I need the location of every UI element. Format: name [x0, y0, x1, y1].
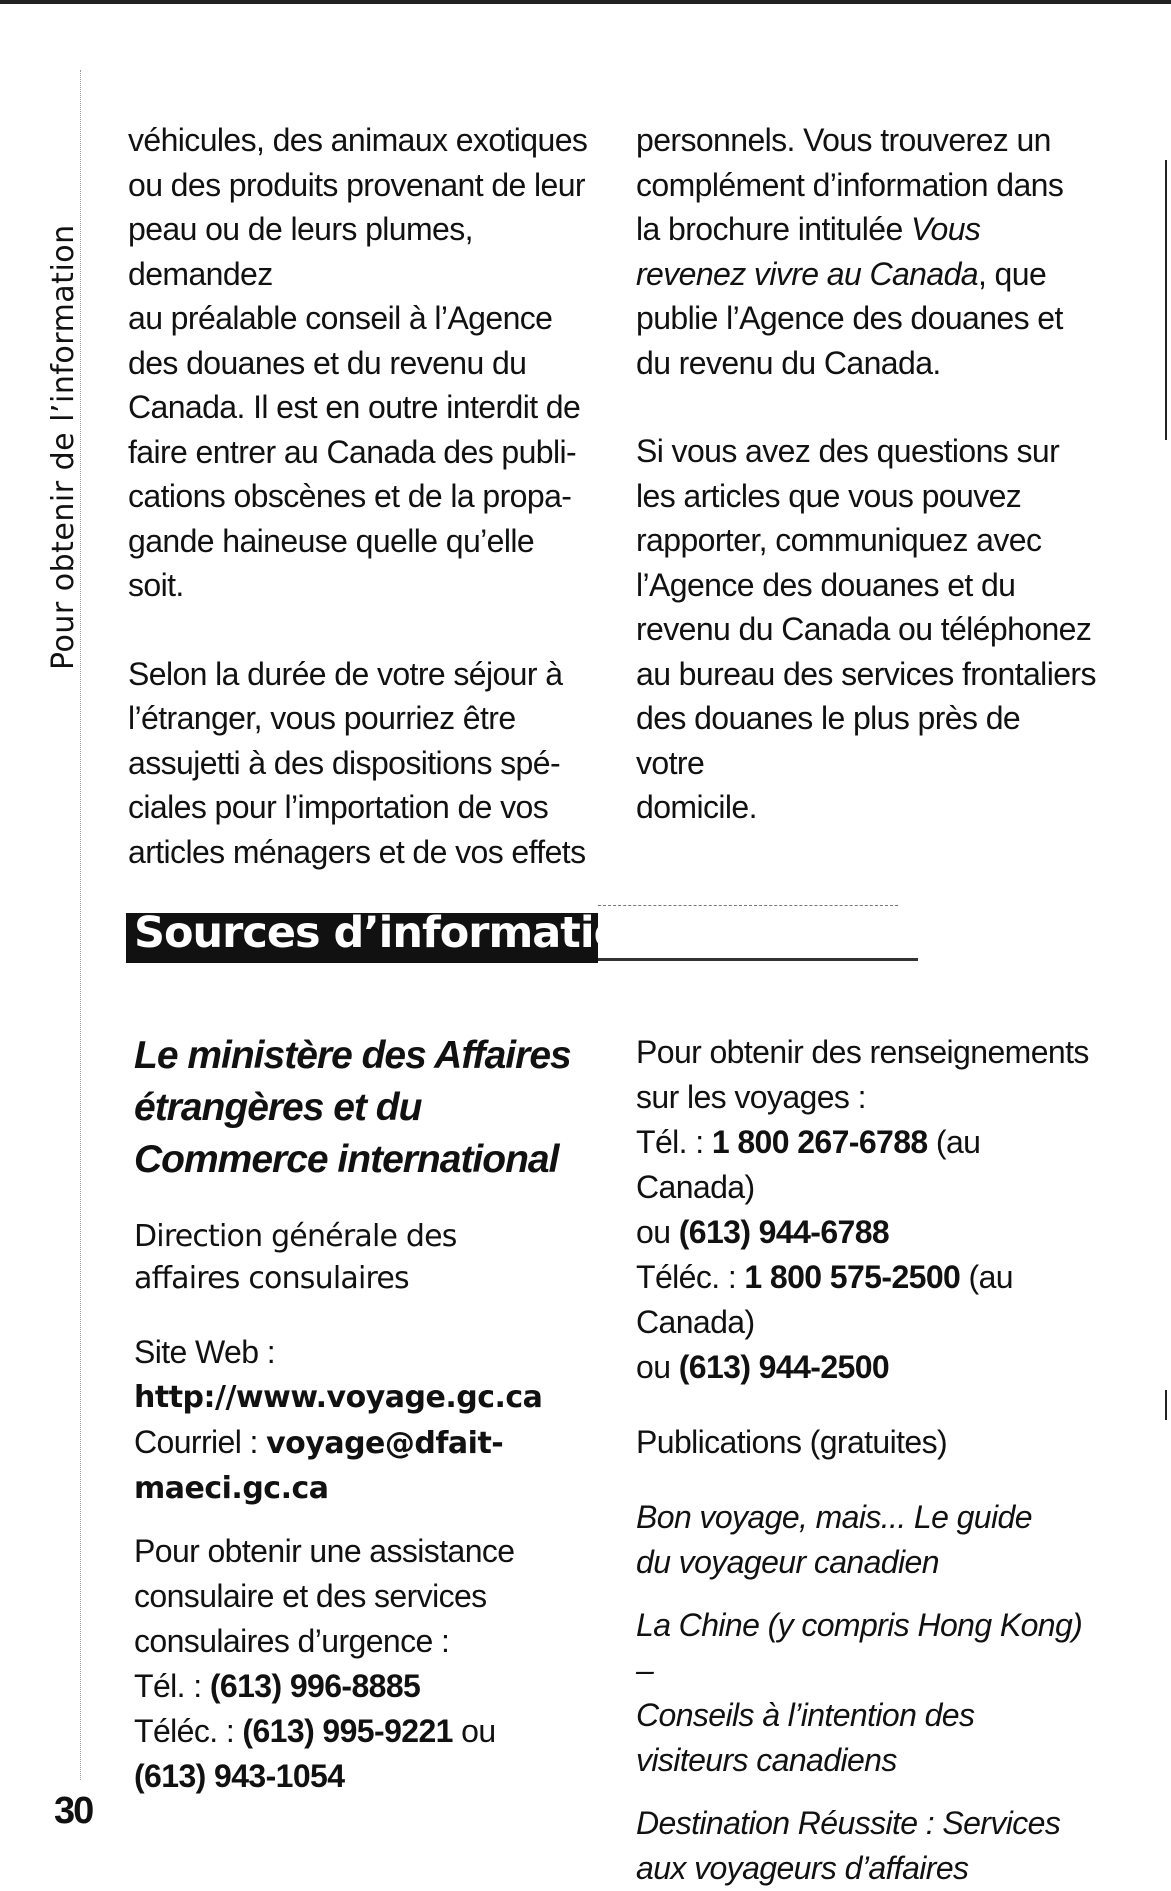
- fax-number: 1 800 575-2500: [744, 1259, 961, 1295]
- phone-number: 1 800 267-6788: [711, 1124, 928, 1160]
- directorate: [134, 1216, 604, 1300]
- org-line: étrangères et du: [134, 1086, 422, 1129]
- publication-title: [636, 1603, 1106, 1783]
- fax-label: Téléc. :: [134, 1713, 243, 1749]
- assist-line: consulaires d’urgence :: [134, 1623, 450, 1659]
- fax-label: Téléc. :: [636, 1259, 745, 1295]
- publication-title: [636, 1801, 1106, 1891]
- edge-mark: [1165, 1390, 1167, 1420]
- body-line: des douanes et du revenu du: [128, 344, 527, 381]
- body-line: Selon la durée de votre séjour à: [128, 655, 563, 692]
- fax-number: (613) 944-2500: [678, 1349, 890, 1385]
- org-line: Commerce international: [134, 1138, 559, 1181]
- phone-number: (613) 944-6788: [678, 1214, 890, 1250]
- body-line: domicile.: [636, 789, 757, 825]
- brochure-title: revenez vivre au Canada: [636, 255, 978, 292]
- brochure-title: Vous: [910, 211, 981, 247]
- fax-note: (au Canada): [636, 1259, 1013, 1340]
- body-line: complément d’information dans: [636, 166, 1064, 203]
- phone-number: (613) 996-8885: [209, 1668, 421, 1704]
- body-line: gande haineuse quelle qu’elle: [128, 522, 535, 559]
- phone-line: [636, 1120, 1106, 1210]
- top-right-column: [636, 118, 1096, 830]
- body-line: assujetti à des dispositions spé-: [128, 744, 560, 781]
- page-number: 30: [54, 1790, 93, 1832]
- body-line: [636, 207, 1096, 252]
- organization-name: [134, 1030, 604, 1186]
- publication-title: [636, 1495, 1106, 1585]
- publication-line: Bon voyage, mais... Le guide: [636, 1499, 1032, 1535]
- phone-label: Tél. :: [636, 1124, 712, 1160]
- body-line: du revenu du Canada.: [636, 344, 941, 381]
- body-line: peau ou de leurs plumes, demandez: [128, 211, 473, 292]
- phone-line: [636, 1210, 1106, 1255]
- body-line: l’étranger, vous pourriez être: [128, 700, 516, 736]
- email-link[interactable]: voyage@dfait-: [266, 1426, 504, 1461]
- body-line: véhicules, des animaux exotiques: [128, 122, 588, 158]
- email-label: Courriel :: [134, 1424, 267, 1460]
- fax-line: [134, 1709, 604, 1754]
- email-link[interactable]: maeci.gc.ca: [134, 1471, 329, 1506]
- fax-or: ou: [636, 1349, 679, 1385]
- section-rule: [598, 958, 918, 961]
- fax-line: [636, 1345, 1106, 1390]
- side-title: Pour obtenir de l’information: [46, 224, 81, 670]
- section-rule: [598, 905, 898, 907]
- body-text: la brochure intitulée: [636, 211, 911, 247]
- website-link[interactable]: http://www.voyage.gc.ca: [134, 1380, 543, 1415]
- edge-mark: [1165, 160, 1167, 440]
- body-line: soit.: [128, 567, 184, 603]
- phone-line: [134, 1664, 604, 1709]
- org-line: Le ministère des Affaires: [134, 1034, 571, 1077]
- phone-or: ou: [636, 1214, 679, 1250]
- body-line: rapporter, communiquez avec: [636, 522, 1042, 558]
- intro-line: sur les voyages :: [636, 1079, 866, 1115]
- publication-line: aux voyageurs d’affaires: [636, 1850, 969, 1886]
- body-line: ciales pour l’importation de vos: [128, 789, 549, 825]
- directorate-line: Direction générale des: [134, 1219, 457, 1254]
- body-line: ou des produits provenant de leur: [128, 166, 585, 203]
- fax-number: (613) 943-1054: [134, 1758, 345, 1794]
- fax-number: (613) 995-9221: [242, 1713, 453, 1749]
- body-line: des douanes le plus près de votre: [636, 700, 1021, 781]
- publication-line: La Chine (y compris Hong Kong) –: [636, 1607, 1083, 1688]
- body-line: l’Agence des douanes et du: [636, 566, 1016, 603]
- publication-line: du voyageur canadien: [636, 1544, 939, 1580]
- body-line: les articles que vous pouvez: [636, 477, 1022, 514]
- body-line: Si vous avez des questions sur: [636, 433, 1060, 469]
- assist-line: consulaire et des services: [134, 1578, 487, 1614]
- body-line: au bureau des services frontaliers: [636, 655, 1096, 692]
- body-line: au préalable conseil à l’Agence: [128, 300, 553, 336]
- top-left-column: [128, 118, 598, 874]
- body-line: [636, 252, 1096, 297]
- publication-line: visiteurs canadiens: [636, 1742, 897, 1778]
- email-line: [134, 1420, 604, 1466]
- section-title: Sources d’information: [134, 908, 652, 958]
- body-line: cations obscènes et de la propa-: [128, 478, 572, 514]
- bottom-right-column: [636, 1030, 1106, 1891]
- publications-heading: Publications (gratuites): [636, 1424, 948, 1460]
- body-line: personnels. Vous trouverez un: [636, 122, 1051, 158]
- phone-note: (au Canada): [636, 1124, 981, 1205]
- bottom-left-column: [134, 1030, 604, 1799]
- intro-line: Pour obtenir des renseignements: [636, 1034, 1089, 1070]
- publication-line: Conseils à l’intention des: [636, 1697, 975, 1733]
- directorate-line: affaires consulaires: [134, 1261, 409, 1296]
- body-line: faire entrer au Canada des publi-: [128, 433, 577, 470]
- body-line: revenu du Canada ou téléphonez: [636, 611, 1092, 647]
- fax-or: ou: [452, 1713, 496, 1749]
- body-line: Canada. Il est en outre interdit de: [128, 389, 581, 425]
- body-line: publie l’Agence des douanes et: [636, 300, 1063, 336]
- body-text: , que: [977, 255, 1047, 292]
- top-rule: [0, 0, 1171, 4]
- web-label: Site Web :: [134, 1334, 276, 1370]
- body-line: articles ménagers et de vos effets: [128, 833, 586, 870]
- fax-line: [636, 1255, 1106, 1345]
- phone-label: Tél. :: [134, 1668, 210, 1704]
- publication-line: Destination Réussite : Services: [636, 1805, 1061, 1841]
- assist-line: Pour obtenir une assistance: [134, 1533, 515, 1569]
